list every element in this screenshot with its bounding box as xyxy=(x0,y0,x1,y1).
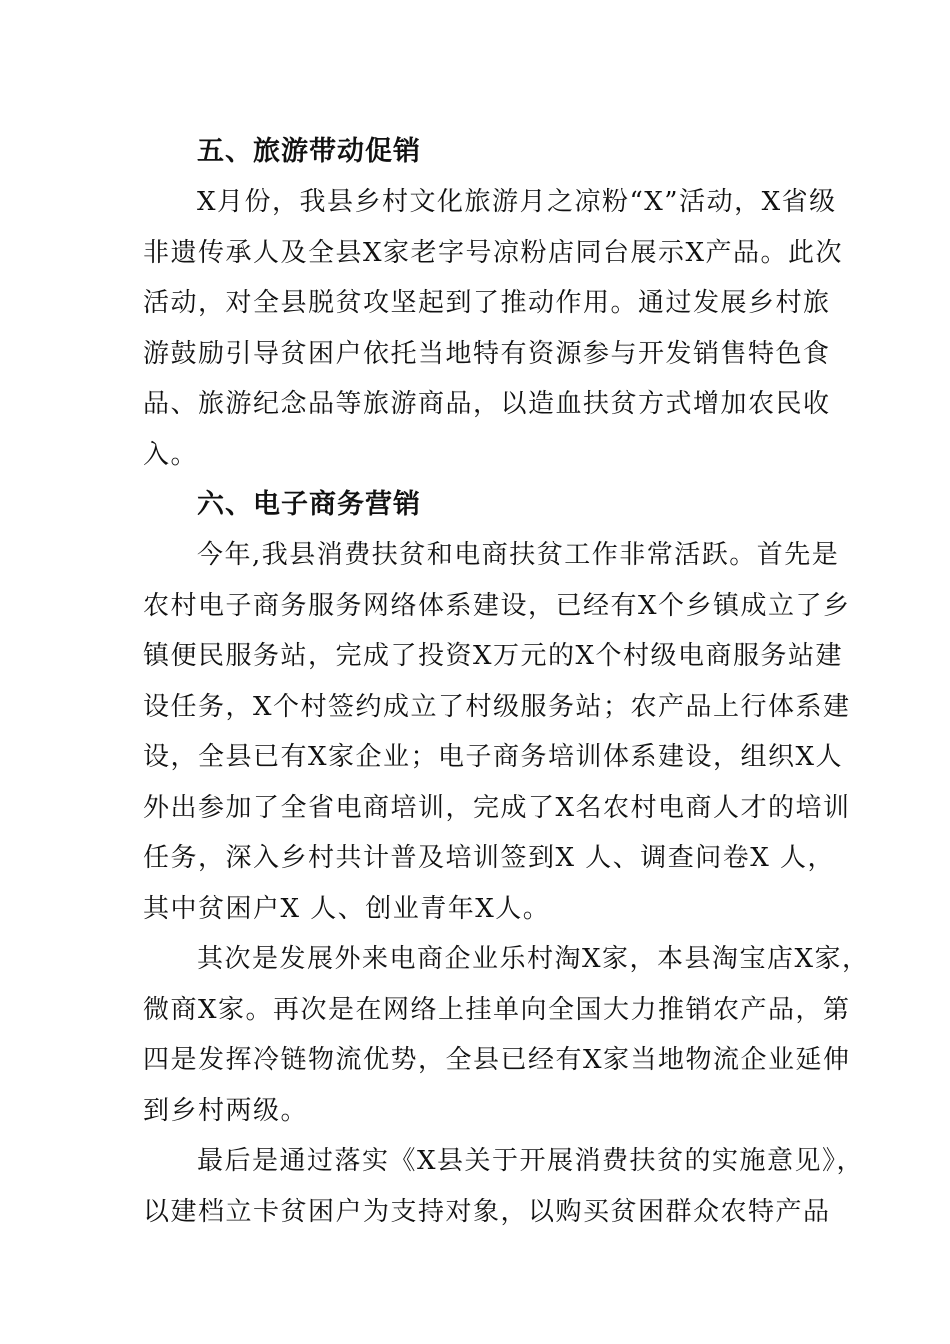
text-line: 其中贫困户X 人、创业青年X人。 xyxy=(143,893,551,924)
text-line: 今年,我县消费扶贫和电商扶贫工作非常活跃。首先是 xyxy=(197,540,840,570)
paragraph xyxy=(143,530,851,934)
text-line: 农村电子商务服务网络体系建设，已经有X个乡镇成立了乡 xyxy=(143,590,851,621)
text-line: 其次是发展外来电商企业乐村淘X家，本县淘宝店X家， xyxy=(197,944,870,974)
text-line: X月份，我县乡村文化旅游月之凉粉“X”活动，X省级 xyxy=(197,187,837,217)
text-line: 设，全县已有X家企业；电子商务培训体系建设，组织X人 xyxy=(143,742,844,772)
paragraph xyxy=(143,934,870,1136)
section-heading-ecommerce: 六、电子商务营销 xyxy=(197,489,421,520)
document-body xyxy=(143,127,870,1237)
text-line: 游鼓励引导贫困户依托当地特有资源参与开发销售特色食 xyxy=(143,338,831,369)
text-line: 任务，深入乡村共计普及培训签到X 人、调查问卷X 人， xyxy=(143,843,836,873)
text-line: 到乡村两级。 xyxy=(143,1095,309,1126)
section-heading-tourism: 五、旅游带动促销 xyxy=(197,136,421,167)
text-line: 品、旅游纪念品等旅游商品，以造血扶贫方式增加农民收 xyxy=(143,389,831,419)
text-line: 活动，对全县脱贫攻坚起到了推动作用。通过发展乡村旅 xyxy=(143,288,831,318)
text-line: 最后是通过落实《X县关于开展消费扶贫的实施意见》， xyxy=(197,1146,865,1176)
text-line: 四是发挥冷链物流优势，全县已经有X家当地物流企业延伸 xyxy=(143,1045,851,1075)
paragraph xyxy=(143,177,844,480)
text-line: 镇便民服务站，完成了投资X万元的X个村级电商服务站建 xyxy=(143,641,844,671)
text-line: 非遗传承人及全县X家老字号凉粉店同台展示X产品。此次 xyxy=(143,237,844,268)
text-line: 以建档立卡贫困户为支持对象，以购买贫困群众农特产品 xyxy=(143,1196,831,1227)
text-line: 设任务，X个村签约成立了村级服务站；农产品上行体系建 xyxy=(143,691,851,722)
paragraph xyxy=(143,1136,865,1237)
text-line: 微商X家。再次是在网络上挂单向全国大力推销农产品，第 xyxy=(143,994,851,1025)
text-line: 入。 xyxy=(143,439,199,470)
text-line: 外出参加了全省电商培训，完成了X名农村电商人才的培训 xyxy=(143,792,851,823)
